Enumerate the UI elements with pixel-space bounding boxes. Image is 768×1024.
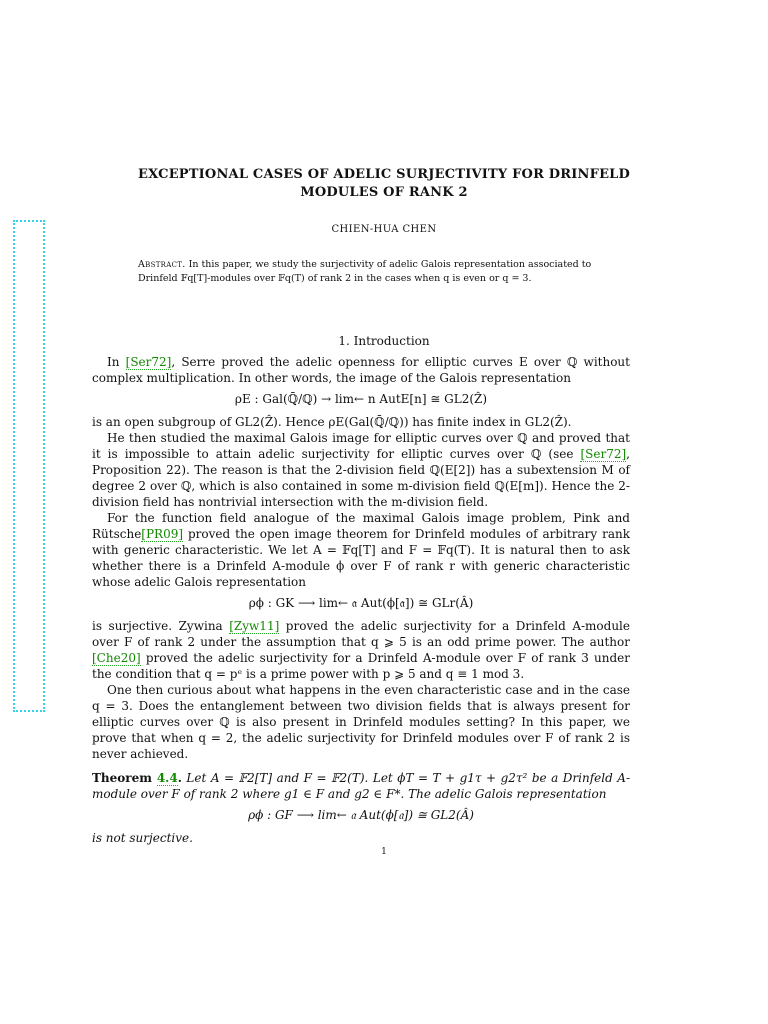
abstract: [138, 258, 630, 286]
citation-ser72-2[interactable]: [Ser72]: [580, 447, 627, 461]
p3-text-e: proved the adelic surjectivity for a Drinfeld A-module over F of rank 3 under the condition that q = pᵉ is a prime power with p ⩾ 5 and q ≡ 1 mod 3.: [92, 651, 630, 681]
citation-ser72[interactable]: [Ser72]: [125, 355, 172, 369]
paragraph-3: [92, 510, 630, 590]
paragraph-3-cont: [92, 618, 630, 682]
p3-text-b: proved the open image theorem for Drinfeld modules of arbitrary rank with generic characteristic. We let A = 𝔽q[T] and F = 𝔽q(T). It is natural then to ask whether there is a Drinfeld A-module ϕ over F of rank r with generic characteristic whose adelic Galois representation: [92, 527, 630, 589]
abstract-text: In this paper, we study the surjectivity of adelic Galois representation associated to Drinfeld 𝔽q[T]-modules over 𝔽q(T) of rank 2 in the cases when q is even or q = 3.: [138, 259, 592, 284]
p2-text-a: He then studied the maximal Galois image for elliptic curves over ℚ and proved that it is impossible to attain adelic surjectivity for elliptic curves over ℚ (see: [92, 431, 630, 461]
p3-text-d: proved the adelic surjectivity for a Drinfeld A-module over F of rank 2 under the assumption that q ⩾ 5 is an odd prime power. The author: [92, 619, 630, 649]
title-line-1: EXCEPTIONAL CASES OF ADELIC SURJECTIVITY FOR DRINFELD: [137, 167, 630, 182]
theorem-text: Let A = 𝔽2[T] and F = 𝔽2(T). Let ϕT = T + g1τ + g2τ² be a Drinfeld A-module over F of rank 2 where g1 ∈ F and g2 ∈ F*. The adelic Galois representation: [92, 771, 631, 801]
title-line-2: MODULES OF RANK 2: [300, 185, 468, 200]
paragraph-2: [92, 430, 630, 510]
introduction-body: [92, 354, 630, 846]
paper-title: [110, 166, 658, 202]
theorem-end: is not surjective.: [92, 831, 193, 845]
author-name: CHIEN-HUA CHEN: [331, 224, 437, 235]
theorem-ref[interactable]: 4.4: [156, 771, 178, 785]
p1-text-b: , Serre proved the adelic openness for elliptic curves E over ℚ without complex multiplication. In other words, the image of the Galois representation: [92, 355, 630, 385]
citation-pr09[interactable]: [PR09]: [141, 527, 184, 541]
citation-che20[interactable]: [Che20]: [92, 651, 141, 665]
equation-adelic-rep: ρϕ : GK ⟶ lim← 𝔞 Aut(ϕ[𝔞]) ≅ GLr(Â): [248, 596, 474, 610]
paragraph-1-cont: is an open subgroup of GL2(Ẑ). Hence ρE(Gal(ℚ̄/ℚ)) has finite index in GL2(Ẑ).: [92, 415, 572, 429]
citation-zyw11[interactable]: [Zyw11]: [229, 619, 280, 633]
paragraph-1: [92, 354, 630, 386]
p2-text-b: , Proposition 22). The reason is that the 2-division field ℚ(E[2]) has a subextension M of degree 2 over ℚ, which is also contained in some m-division field ℚ(E[m]). Hence the 2-division field has nontrivial intersection with the m-division field.: [92, 447, 630, 509]
p3-text-c: is surjective. Zywina: [92, 619, 230, 633]
p1-text-a: In: [107, 355, 126, 369]
p3-text-a: For the function field analogue of the maximal Galois image problem, Pink and Rütsche: [92, 511, 630, 541]
theorem-label: Theorem: [92, 771, 157, 785]
section-heading: 1. Introduction: [338, 334, 430, 348]
paragraph-4: One then curious about what happens in the even characteristic case and in the case q = 3. Does the entanglement between two division fields that is always present for elliptic curves over ℚ is also present in Drinfeld modules setting? In this paper, we prove that when q = 2, the adelic surjectivity for Drinfeld modules over F of rank 2 is never achieved.: [92, 683, 630, 761]
equation-galois-rep: ρE : Gal(ℚ̄/ℚ) → lim← n AutE[n] ≅ GL2(Ẑ): [234, 392, 488, 406]
page-number: 1: [381, 847, 387, 857]
margin-annotation-box: [13, 220, 45, 712]
theorem: Theorem 4.4. Let A = 𝔽2[T] and F = 𝔽2(T). Let ϕT = T + g1τ + g2τ² be a Drinfeld A-module over F of rank 2 where g1 ∈ F and g2 ∈ F*. The adelic Galois representation: [92, 771, 631, 801]
abstract-label: Abstract.: [138, 259, 186, 270]
equation-theorem: ρϕ : GF ⟶ lim← 𝔞 Aut(ϕ[𝔞]) ≅ GL2(Â): [248, 808, 474, 822]
